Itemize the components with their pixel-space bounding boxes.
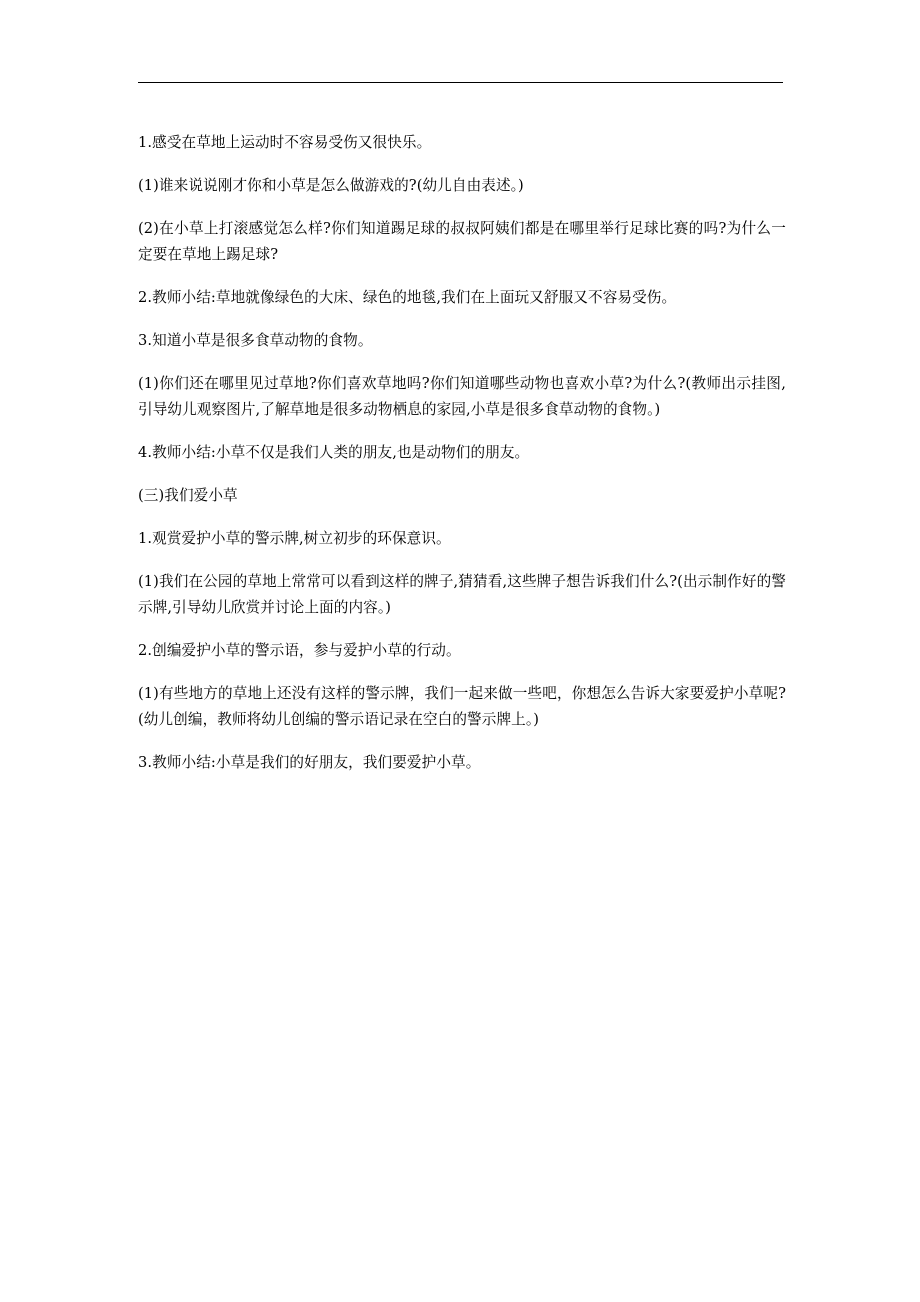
paragraph-6: (1)你们还在哪里见过草地?你们喜欢草地吗?你们知道哪些动物也喜欢小草?为什么?(教师出示挂图,引导幼儿观察图片,了解草地是很多动物栖息的家园,小草是很多食草动物的食物。) [138,375,786,418]
paragraph-3: (2)在小草上打滚感觉怎么样?你们知道踢足球的叔叔阿姨们都是在哪里举行足球比赛的吗?为什么一定要在草地上踢足球? [138,220,786,263]
paragraph-7: 4.教师小结:小草不仅是我们人类的朋友,也是动物们的朋友。 [138,444,530,461]
document-body [138,130,786,793]
paragraph-10: (1)我们在公园的草地上常常可以看到这样的牌子,猜猜看,这些牌子想告诉我们什么?(出示制作好的警示牌,引导幼儿欣赏并讨论上面的内容。) [138,573,786,616]
paragraph-9: 1.观赏爱护小草的警示牌,树立初步的环保意识。 [138,530,451,547]
paragraph-1: 1.感受在草地上运动时不容易受伤又很快乐。 [138,134,432,151]
header-rule [138,82,783,83]
paragraph-11: 2.创编爱护小草的警示语，参与爱护小草的行动。 [138,642,461,659]
paragraph-4: 2.教师小结:草地就像绿色的大床、绿色的地毯,我们在上面玩又舒服又不容易受伤。 [138,289,677,306]
section-heading: (三)我们爱小草 [138,487,238,504]
paragraph-13: 3.教师小结:小草是我们的好朋友，我们要爱护小草。 [138,754,481,771]
paragraph-12: (1)有些地方的草地上还没有这样的警示牌，我们一起来做一些吧，你想怎么告诉大家要爱护小草呢?(幼儿创编，教师将幼儿创编的警示语记录在空白的警示牌上。) [138,685,786,728]
paragraph-2: (1)谁来说说刚才你和小草是怎么做游戏的?(幼儿自由表述。) [138,177,524,194]
paragraph-5: 3.知道小草是很多食草动物的食物。 [138,332,373,349]
